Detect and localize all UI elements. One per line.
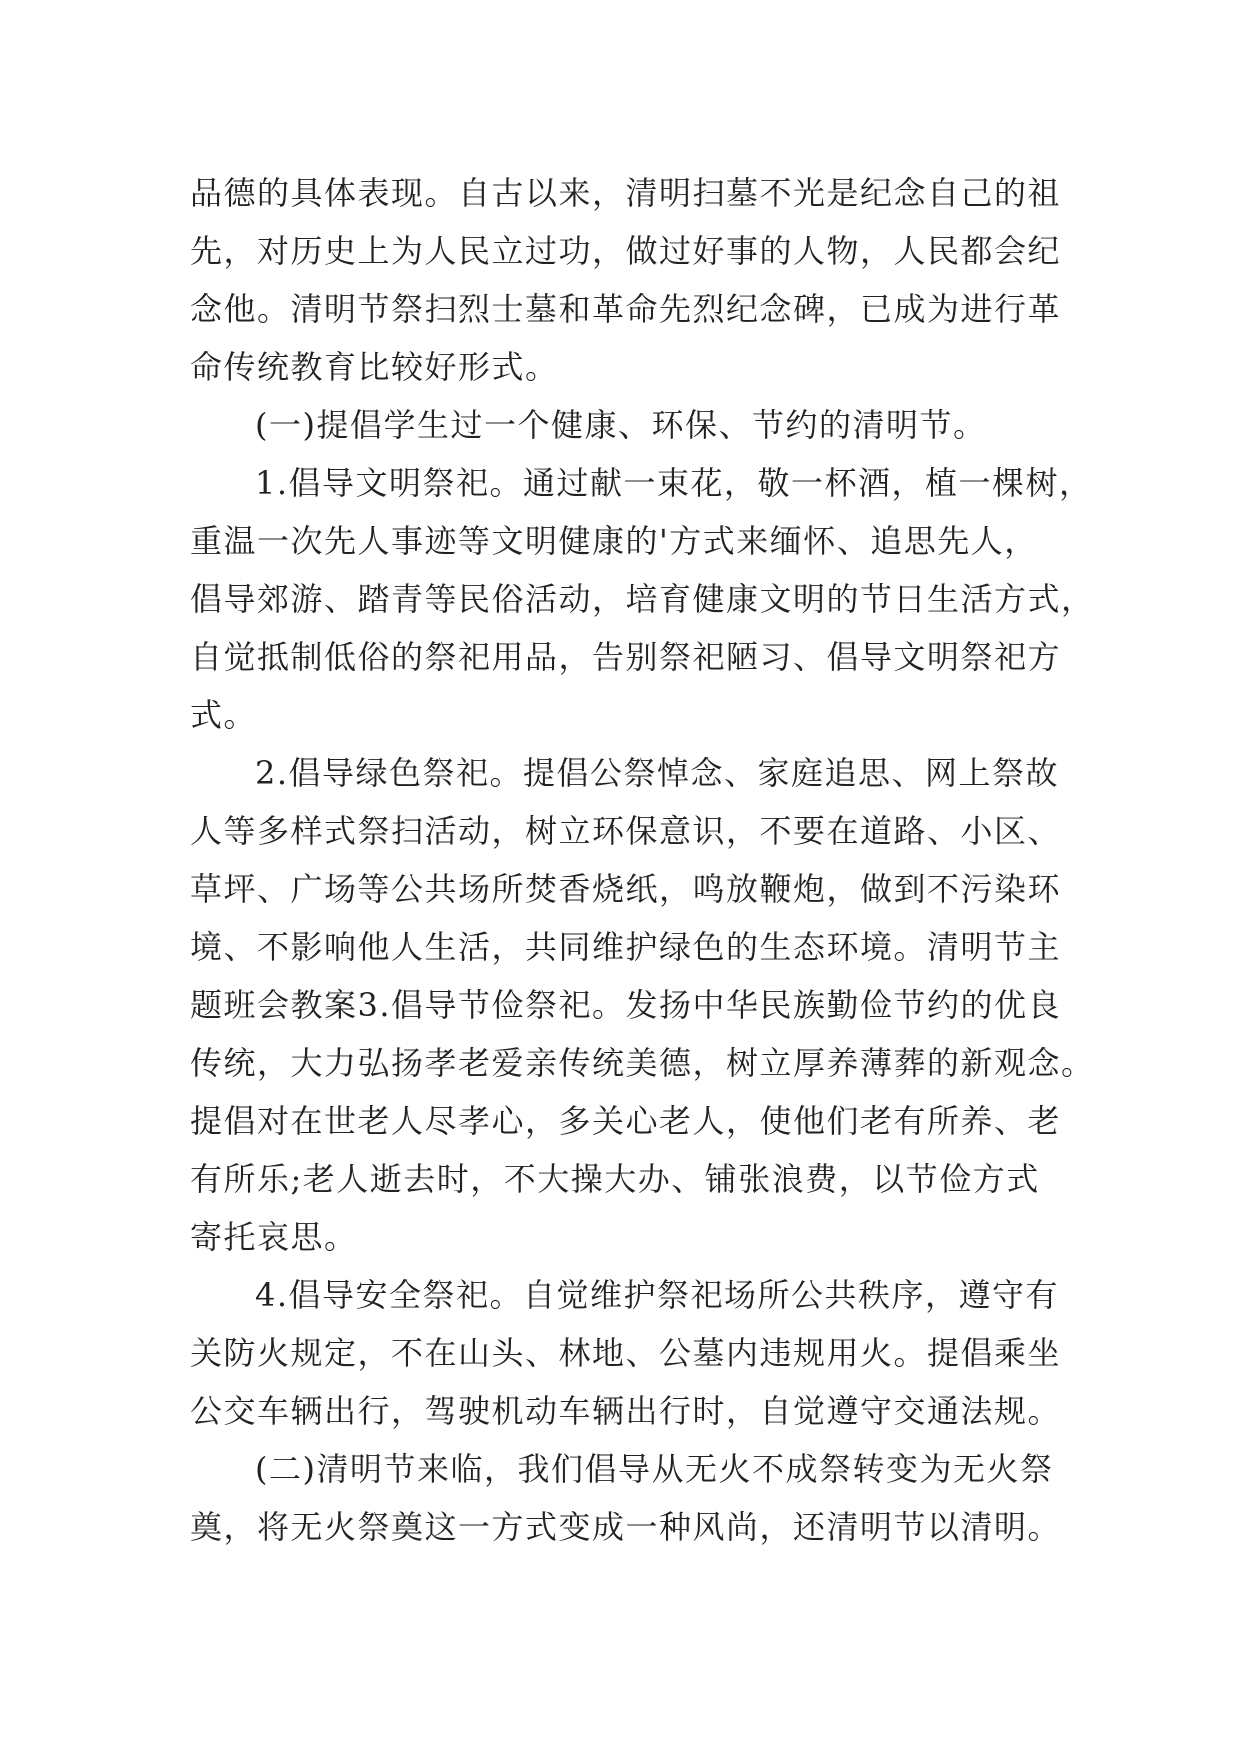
text-line: 2.倡导绿色祭祀。提倡公祭悼念、家庭追思、网上祭故 (255, 754, 1060, 792)
text-line: 念他。清明节祭扫烈士墓和革命先烈纪念碑，已成为进行革 (190, 290, 1062, 328)
text-line: 品德的具体表现。自古以来，清明扫墓不光是纪念自己的祖 (190, 174, 1062, 212)
text-line: 倡导郊游、踏青等民俗活动，培育健康文明的节日生活方式， (190, 580, 1095, 618)
text-line: 草坪、广场等公共场所焚香烧纸，鸣放鞭炮，做到不污染环 (190, 870, 1062, 908)
text-line: 式。 (190, 696, 258, 734)
text-line: 奠，将无火祭奠这一方式变成一种风尚，还清明节以清明。 (190, 1508, 1062, 1546)
text-line: 题班会教案3.倡导节俭祭祀。发扬中华民族勤俭节约的优良 (190, 986, 1062, 1024)
text-line: 传统，大力弘扬孝老爱亲传统美德，树立厚养薄葬的新观念。 (190, 1044, 1095, 1082)
section-heading: (一)提倡学生过一个健康、环保、节约的清明节。 (255, 406, 987, 444)
section-heading: (二)清明节来临，我们倡导从无火不成祭转变为无火祭 (255, 1450, 1054, 1488)
text-line: 提倡对在世老人尽孝心，多关心老人，使他们老有所养、老 (190, 1102, 1062, 1140)
text-line: 人等多样式祭扫活动，树立环保意识，不要在道路、小区、 (190, 812, 1062, 850)
text-line: 有所乐;老人逝去时，不大操大办、铺张浪费，以节俭方式 (190, 1160, 1040, 1198)
text-line: 命传统教育比较好形式。 (190, 348, 559, 386)
text-line: 自觉抵制低俗的祭祀用品，告别祭祀陋习、倡导文明祭祀方 (190, 638, 1062, 676)
text-line: 公交车辆出行，驾驶机动车辆出行时，自觉遵守交通法规。 (190, 1392, 1062, 1430)
text-line: 境、不影响他人生活，共同维护绿色的生态环境。清明节主 (190, 928, 1062, 966)
text-line: 1.倡导文明祭祀。通过献一束花，敬一杯酒，植一棵树， (255, 464, 1093, 502)
text-line: 寄托哀思。 (190, 1218, 358, 1256)
text-line: 重温一次先人事迹等文明健康的'方式来缅怀、追思先人， (190, 522, 1038, 560)
text-line: 先，对历史上为人民立过功，做过好事的人物，人民都会纪 (190, 232, 1062, 270)
text-line: 4.倡导安全祭祀。自觉维护祭祀场所公共秩序，遵守有 (255, 1276, 1060, 1314)
text-line: 关防火规定，不在山头、林地、公墓内违规用火。提倡乘坐 (190, 1334, 1062, 1372)
